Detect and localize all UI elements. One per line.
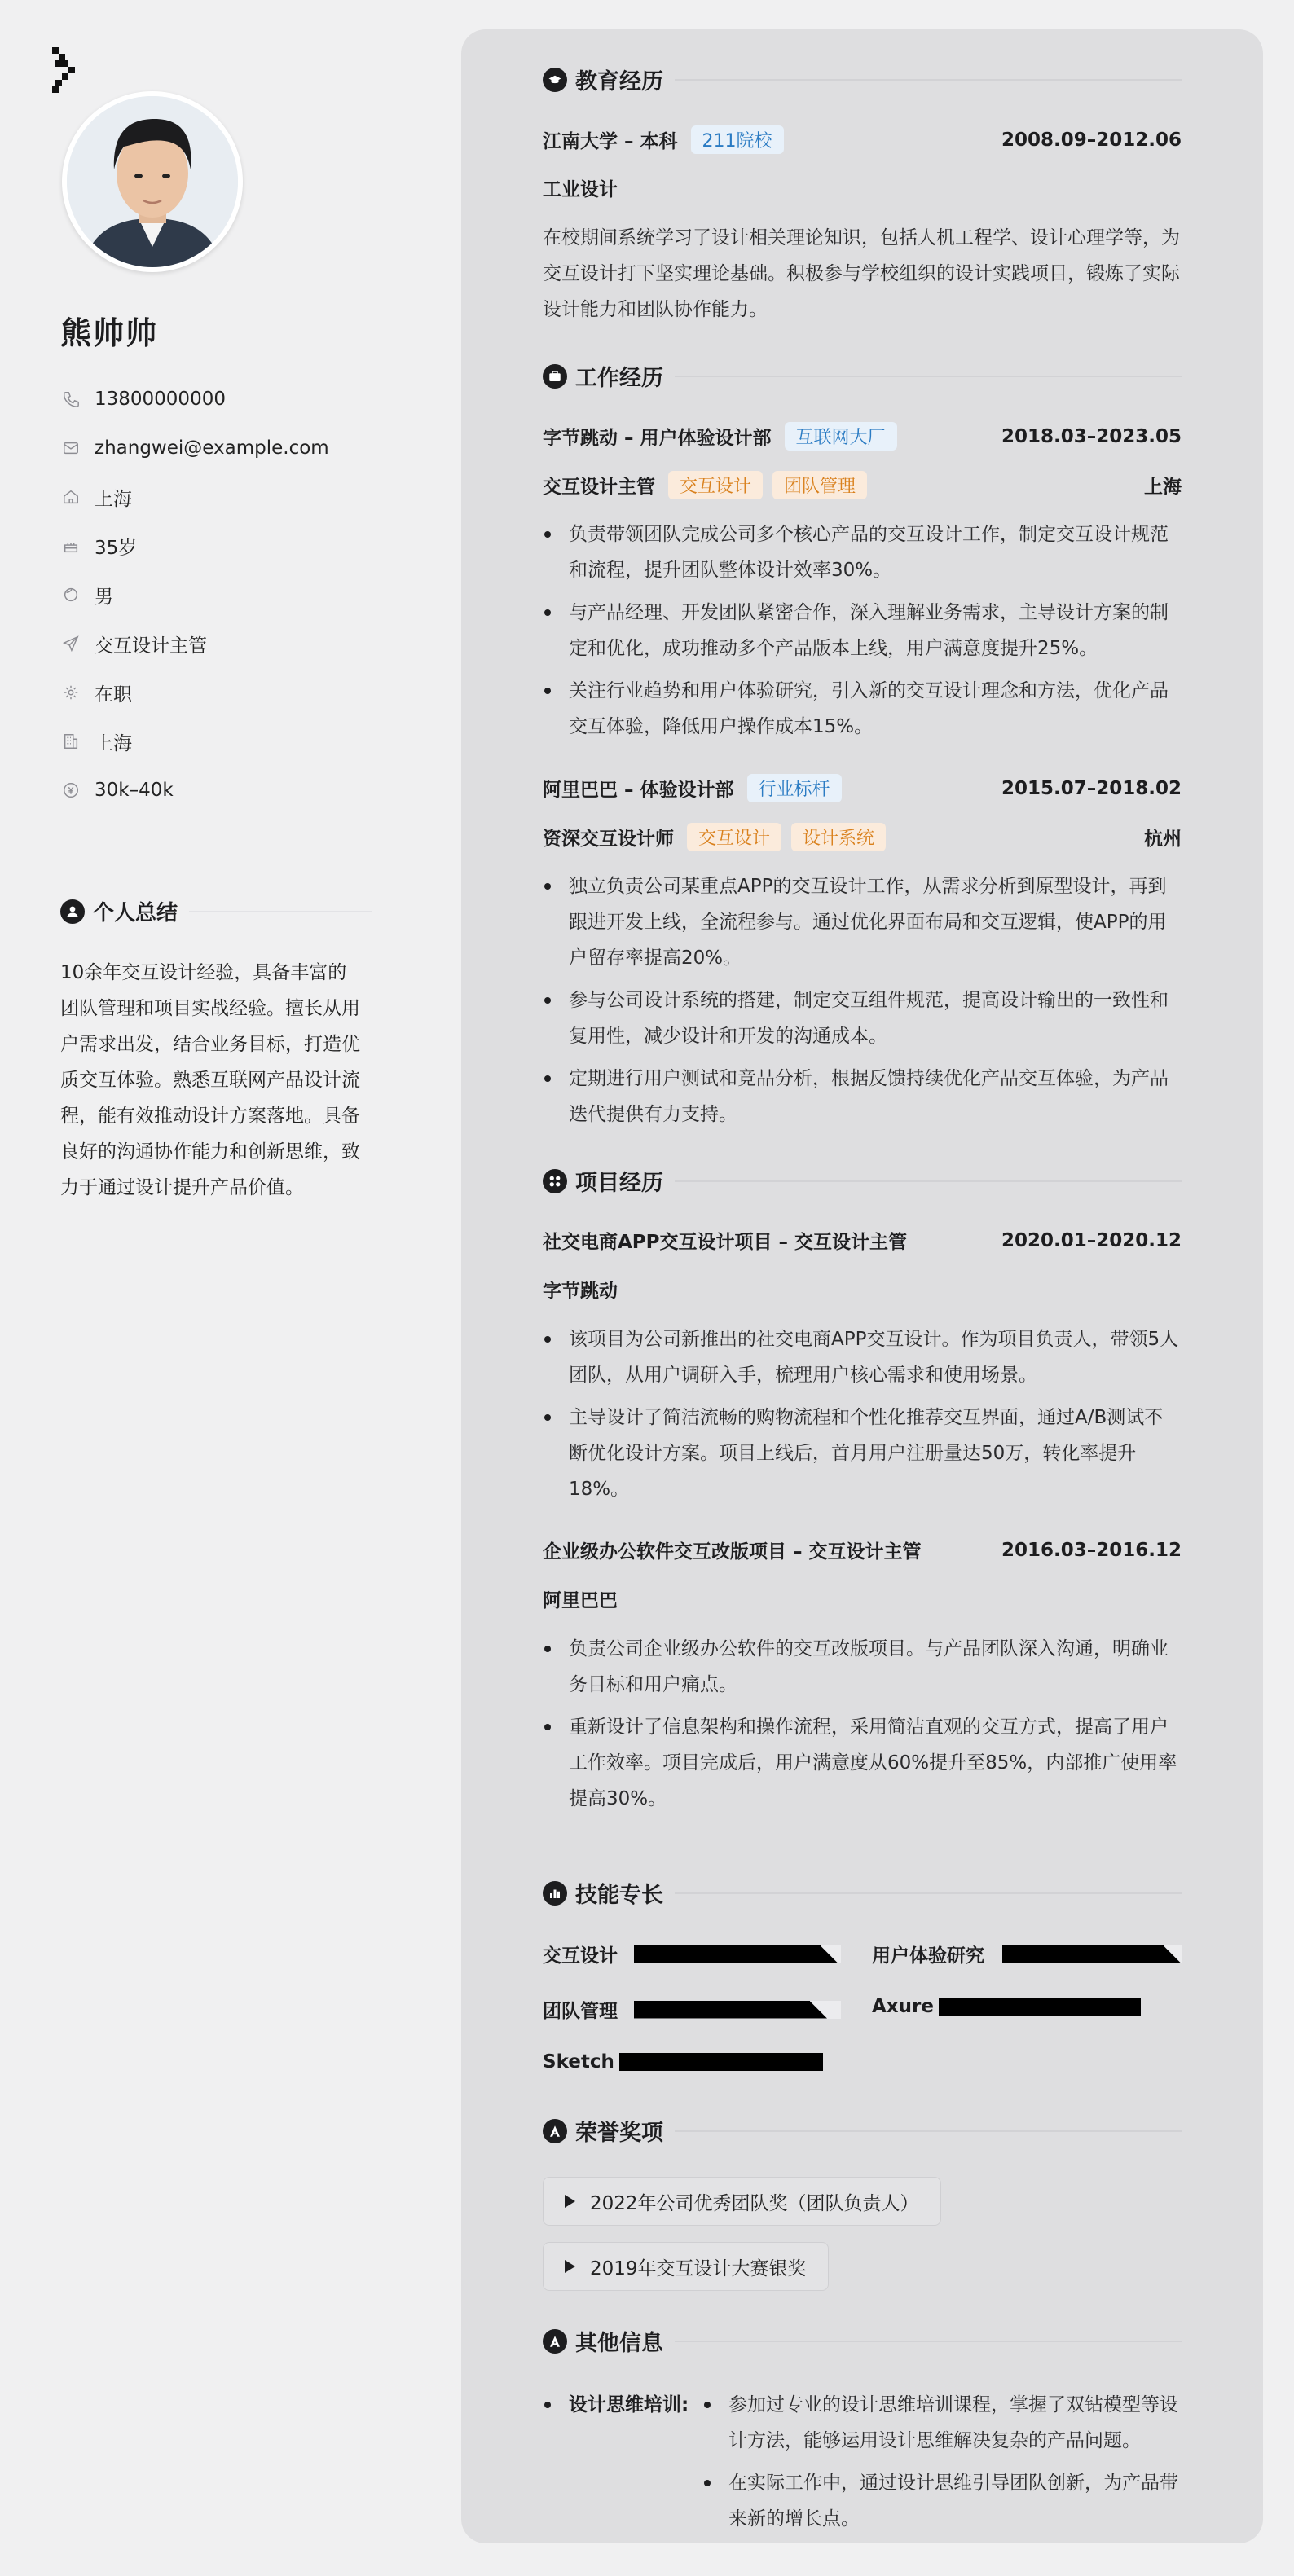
job-bullet: 独立负责公司某重点APP的交互设计工作，从需求分析到原型设计，再到跟进开发上线，全流程参与。通过优化界面布局和交互逻辑，使APP的用户留存率提高20%。: [543, 868, 1182, 976]
skill-name: Axure: [872, 1996, 934, 2017]
divider: [675, 376, 1182, 377]
divider: [675, 2130, 1182, 2132]
project-header: [543, 1227, 1182, 1254]
major: 工业设计: [543, 179, 618, 200]
profile-name: 熊帅帅: [60, 315, 159, 351]
info-location: [60, 473, 329, 521]
info-text: 交互设计主管: [95, 635, 207, 657]
skill-bar: [619, 2053, 823, 2071]
other-heading: [543, 2325, 1182, 2357]
divider: [675, 2341, 1182, 2342]
divider: [675, 1180, 1182, 1182]
section-title: 荣誉奖项: [575, 2121, 663, 2146]
skill-item: [872, 1996, 1141, 2017]
info-email: [60, 424, 329, 473]
section-title: 技能专长: [575, 1883, 663, 1908]
skill-tag: 设计系统: [791, 823, 886, 851]
divider: [189, 911, 372, 912]
job-city: 上海: [1144, 477, 1182, 498]
info-gender: [60, 570, 329, 619]
avatar: [62, 91, 243, 272]
award-item[interactable]: [543, 2242, 829, 2291]
info-text: 上海: [95, 488, 132, 510]
job-role-row: [543, 471, 1182, 499]
skill-name: 用户体验研究: [872, 1945, 984, 1967]
resume-main-panel: [461, 29, 1263, 2543]
project-bullet: 负责公司企业级办公软件的交互改版项目。与产品团队深入沟通，明确业务目标和用户痛点。: [543, 1631, 1182, 1703]
info-salary: [60, 766, 329, 815]
skill-item: [872, 1941, 1182, 1967]
divider: [675, 79, 1182, 81]
company-name: 字节跳动 – 用户体验设计部: [543, 428, 772, 449]
skill-item: [543, 1941, 841, 1967]
project-name: 社交电商APP交互设计项目 – 交互设计主管: [543, 1232, 908, 1253]
award-icon: [543, 2119, 567, 2143]
school-name: 江南大学 – 本科: [543, 131, 678, 152]
skills-heading: [543, 1877, 1182, 1909]
info-text: 30k–40k: [95, 780, 174, 801]
other-bullet: 在实际工作中，通过设计思维引导团队创新，为产品带来新的增长点。: [702, 2465, 1182, 2537]
info-text: 在职: [95, 684, 132, 706]
summary-heading: [60, 896, 372, 926]
school-tag: 211院校: [691, 125, 784, 154]
skill-bar-notch: [809, 2001, 827, 2019]
summary-text: 10余年交互设计经验，具备丰富的团队管理和项目实战经验。擅长从用户需求出发，结合业务目标，打造优质交互体验。熟悉互联网产品设计流程，能有效推动设计方案落地。具备良好的沟通协作能力和创新思维，致力于通过设计提升产品价值。: [60, 962, 360, 1198]
job-city: 杭州: [1144, 829, 1182, 850]
job-header: [543, 774, 1182, 802]
project-bullet: 该项目为公司新推出的社交电商APP交互设计。作为项目负责人，带领5人团队，从用户调研入手，梳理用户核心需求和使用场景。: [543, 1321, 1182, 1393]
cake-icon: [60, 535, 81, 556]
info-status: [60, 668, 329, 717]
skill-name: Sketch: [543, 2051, 614, 2073]
info-text: 35岁: [95, 537, 138, 559]
info-text: 上海: [95, 732, 132, 754]
skill-tag: 团队管理: [772, 471, 867, 499]
award-item[interactable]: [543, 2177, 941, 2226]
awards-heading: [543, 2115, 1182, 2147]
education-heading: [543, 64, 1182, 95]
job-header: [543, 422, 1182, 451]
project-header: [543, 1536, 1182, 1563]
info-city: [60, 717, 329, 766]
job-role-row: [543, 823, 1182, 851]
other-bullet: 参加过专业的设计思维培训课程，掌握了双钻模型等设计方法，能够运用设计思维解决复杂的产品问题。: [702, 2387, 1182, 2459]
divider: [675, 1892, 1182, 1894]
skill-tag: 交互设计: [687, 823, 781, 851]
skill-item: [543, 2051, 823, 2073]
gender-icon: [60, 584, 81, 605]
contact-info-list: [60, 375, 329, 815]
bullet-dot: [544, 2402, 551, 2408]
triangle-right-icon: [565, 2260, 575, 2273]
phone-icon: [60, 389, 81, 410]
skill-name: 交互设计: [543, 1945, 618, 1967]
home-icon: [60, 486, 81, 508]
info-icon: [543, 2329, 567, 2354]
job-role: 交互设计主管: [543, 477, 655, 498]
summary-title: 个人总结: [93, 901, 178, 925]
company-tag: 行业标杆: [747, 774, 842, 802]
education-desc: 在校期间系统学习了设计相关理论知识，包括人机工程学、设计心理学等，为交互设计打下坚实理论基础。积极参与学校组织的设计实践项目，锻炼了实际设计能力和团队协作能力。: [543, 227, 1180, 320]
job-bullet: 与产品经理、开发团队紧密合作，深入理解业务需求，主导设计方案的制定和优化，成功推动多个产品版本上线，用户满意度提升25%。: [543, 595, 1182, 666]
skill-bar-notch: [1163, 1945, 1181, 1963]
chart-icon: [543, 1881, 567, 1906]
project-date: 2020.01–2020.12: [1001, 1229, 1182, 1251]
project-name: 企业级办公软件交互改版项目 – 交互设计主管: [543, 1541, 922, 1563]
job-bullet: 负责带领团队完成公司多个核心产品的交互设计工作，制定交互设计规范和流程，提升团队整体设计效率30%。: [543, 517, 1182, 588]
company-tag: 互联网大厂: [785, 422, 897, 451]
skill-bar: [634, 2001, 841, 2019]
skill-bar: [634, 1945, 841, 1963]
briefcase-icon: [543, 364, 567, 389]
info-position: [60, 619, 329, 668]
section-title: 教育经历: [575, 69, 663, 95]
skill-bar-notch: [820, 1945, 838, 1963]
company-name: 阿里巴巴 – 体验设计部: [543, 780, 734, 801]
skill-item: [543, 1996, 841, 2023]
job-date: 2015.07–2018.02: [1001, 777, 1182, 799]
job-date: 2018.03–2023.05: [1001, 425, 1182, 447]
skill-bar: [1002, 1945, 1182, 1963]
info-phone: [60, 375, 329, 424]
work-heading: [543, 360, 1182, 392]
skill-tag: 交互设计: [668, 471, 763, 499]
other-label: [543, 2387, 698, 2423]
info-age: [60, 521, 329, 570]
other-label-text: 设计思维培训:: [569, 2394, 689, 2416]
info-text: zhangwei@example.com: [95, 437, 329, 459]
job-bullet: 参与公司设计系统的搭建，制定交互组件规范，提高设计输出的一致性和复用性，减少设计和开发的沟通成本。: [543, 982, 1182, 1054]
project-date: 2016.03–2016.12: [1001, 1539, 1182, 1561]
job-role: 资深交互设计师: [543, 829, 674, 850]
project-company: 字节跳动: [543, 1281, 618, 1302]
skill-bar: [939, 1998, 1141, 2016]
section-title: 其他信息: [575, 2331, 663, 2356]
grid-icon: [543, 1169, 567, 1193]
job-bullet: 定期进行用户测试和竞品分析，根据反馈持续优化产品交互体验，为产品迭代提供有力支持。: [543, 1061, 1182, 1132]
projects-heading: [543, 1165, 1182, 1197]
info-text: 13800000000: [95, 389, 226, 410]
education-date: 2008.09–2012.06: [1001, 129, 1182, 151]
info-text: 男: [95, 586, 113, 608]
job-bullet: 关注行业趋势和用户体验研究，引入新的交互设计理念和方法，优化产品交互体验，降低用户操作成本15%。: [543, 673, 1182, 745]
money-icon: [60, 780, 81, 801]
section-title: 工作经历: [575, 366, 663, 391]
triangle-right-icon: [565, 2195, 575, 2208]
project-company: 阿里巴巴: [543, 1590, 618, 1611]
send-icon: [60, 633, 81, 654]
logo-icon: [52, 47, 85, 96]
building-icon: [60, 731, 81, 752]
skill-name: 团队管理: [543, 2001, 618, 2022]
project-bullet: 重新设计了信息架构和操作流程，采用简洁直观的交互方式，提高了用户工作效率。项目完成后，用户满意度从60%提升至85%，内部推广使用率提高30%。: [543, 1709, 1182, 1817]
award-text: 2019年交互设计大赛银奖: [590, 2257, 807, 2279]
user-icon: [60, 899, 85, 924]
project-bullet: 主导设计了简洁流畅的购物流程和个性化推荐交互界面，通过A/B测试不断优化设计方案。项目上线后，首月用户注册量达50万，转化率提升18%。: [543, 1400, 1182, 1507]
gear-icon: [60, 682, 81, 703]
mail-icon: [60, 437, 81, 459]
education-row: [543, 125, 1182, 154]
graduation-cap-icon: [543, 68, 567, 92]
award-text: 2022年公司优秀团队奖（团队负责人）: [590, 2192, 919, 2214]
section-title: 项目经历: [575, 1171, 663, 1196]
